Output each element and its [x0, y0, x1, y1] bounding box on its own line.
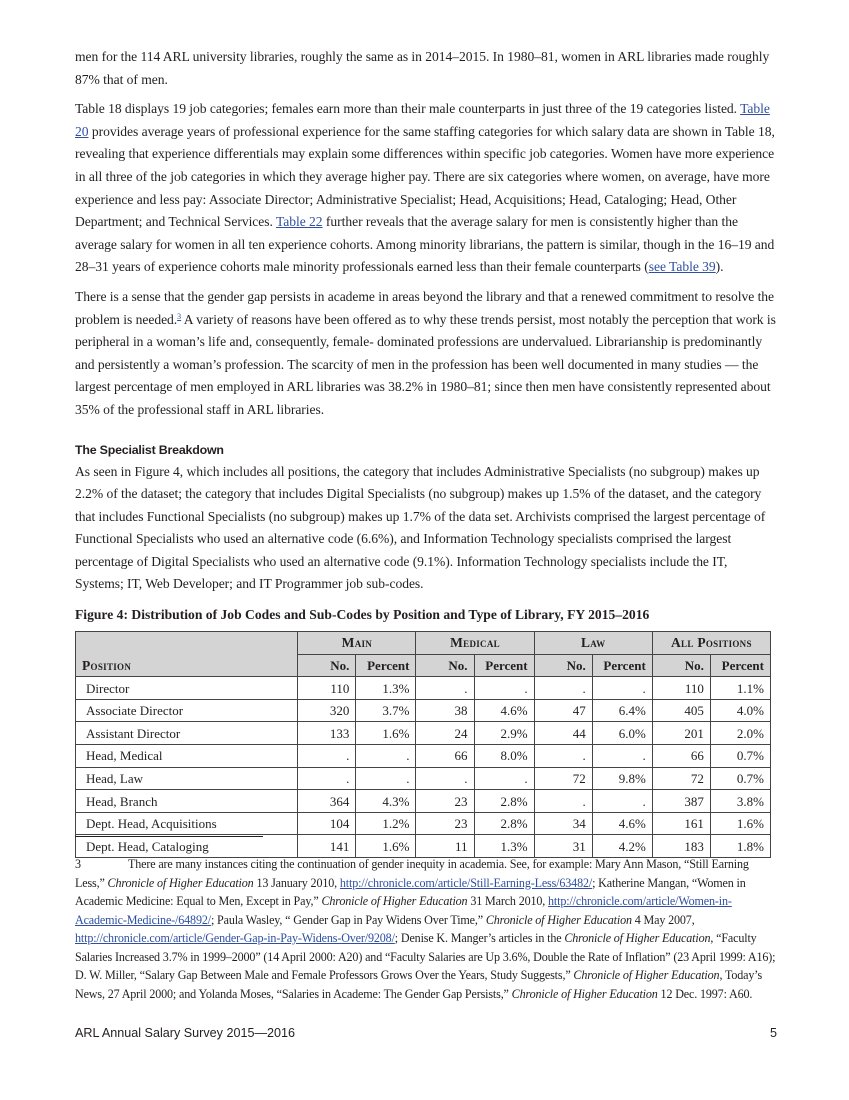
cell-percent: 2.8% [474, 812, 534, 835]
cell-count: 38 [416, 699, 474, 722]
header-percent: Percent [474, 654, 534, 677]
table-39-link[interactable]: see Table 39 [648, 259, 716, 275]
header-no: No. [652, 654, 710, 677]
cell-count: . [416, 767, 474, 790]
cell-position: Head, Law [76, 767, 298, 790]
text-segment: 12 Dec. 1997: A60. [657, 986, 753, 1001]
cell-position: Head, Medical [76, 745, 298, 768]
text-segment: ; Katherine Mangan, “Women in Academic Medicine: Equal to Men, Except in Pay,” [75, 875, 746, 908]
cell-count: 47 [534, 699, 592, 722]
header-position: Position [76, 632, 298, 677]
cell-count: 161 [652, 812, 710, 835]
cell-count: 23 [416, 790, 474, 813]
cell-count: 66 [652, 745, 710, 768]
cell-percent: . [592, 790, 652, 813]
gender-gap-pay-link[interactable]: http://chronicle.com/article/Gender-Gap-in-Pay-Widens-Over/9208/ [75, 931, 395, 945]
cell-percent: . [592, 745, 652, 768]
table-row [76, 722, 771, 745]
cell-percent: 4.3% [356, 790, 416, 813]
still-earning-less-link[interactable]: http://chronicle.com/article/Still-Earning-Less/63482/ [339, 875, 593, 890]
cell-count: 320 [298, 699, 356, 722]
text-segment: further reveals that the average salary for men is consistently higher than the average salary for women in all ten experience cohorts. Among minority librarians, the pattern is similar, though in the 16–19 and 28–31 years of experience cohorts male minority professionals earned less than their female counterparts ( [75, 214, 775, 275]
publication-title: Chronicle of Higher Education [564, 931, 711, 945]
section-heading: The Specialist Breakdown [75, 442, 224, 457]
text-segment: 4 May 2007, [631, 912, 695, 927]
cell-percent: 4.6% [592, 812, 652, 835]
text-segment: A variety of reasons have been offered as to why these trends persist, most notably the perception that work is peripheral in a woman’s life and, consequently, female- dominated professions are undervalued. Librarianship is predominantly and persistently a woman’s profession. The scarcity of men in the profession has been well documented in many studies — the largest percentage of men employed in ARL libraries was 38.2% in 1980–81; since then men have consistently represented about 35% of the professional staff in ARL libraries. [75, 311, 776, 417]
header-group-law: Law [534, 632, 652, 655]
cell-position: Associate Director [76, 699, 298, 722]
cell-percent: 1.6% [356, 722, 416, 745]
cell-percent: 0.7% [710, 767, 770, 790]
header-group-main: Main [298, 632, 416, 655]
cell-count: 31 [534, 835, 592, 858]
cell-count: 133 [298, 722, 356, 745]
header-percent: Percent [592, 654, 652, 677]
cell-percent: 2.8% [474, 790, 534, 813]
cell-count: 72 [534, 767, 592, 790]
cell-percent: 9.8% [592, 767, 652, 790]
cell-count: 72 [652, 767, 710, 790]
cell-percent: 4.0% [710, 699, 770, 722]
page-content [75, 46, 777, 858]
header-group-all-positions: All Positions [652, 632, 770, 655]
cell-count: 34 [534, 812, 592, 835]
cell-position: Head, Branch [76, 790, 298, 813]
cell-percent: 1.3% [356, 677, 416, 700]
cell-count: . [534, 790, 592, 813]
cell-count: 44 [534, 722, 592, 745]
table-row [76, 790, 771, 813]
cell-count: 405 [652, 699, 710, 722]
cell-percent: 8.0% [474, 745, 534, 768]
publication-title: Chronicle of Higher Education [573, 968, 720, 982]
table-body [76, 677, 771, 858]
paragraph-gender-pay-ratio: men for the 114 ARL university libraries, roughly the same as in 2014–2015. In 1980–81, women in ARL libraries made roughly 87% that of men. [75, 49, 770, 87]
publication-title: Chronicle of Higher Education [485, 912, 632, 927]
paragraph-gender-gap-academe [75, 286, 777, 422]
cell-percent: 1.3% [474, 835, 534, 858]
table-row [76, 699, 771, 722]
cell-percent: 6.0% [592, 722, 652, 745]
text-segment: , Today’s News, 27 April 2000; and Yolanda Moses, “Salaries in Academe: The Gender Gap Persists,” [75, 968, 763, 1001]
table-row [76, 677, 771, 700]
text-segment: There are many instances citing the continuation of gender inequity in academia. See, for example: Mary Ann Mason, “Still Earning Less,” [75, 857, 749, 890]
table-row [76, 812, 771, 835]
cell-count: . [298, 745, 356, 768]
cell-percent: 4.6% [474, 699, 534, 722]
footnote-divider [75, 836, 263, 837]
cell-percent: 1.8% [710, 835, 770, 858]
paragraph-job-categories [75, 98, 777, 279]
text-segment: , “Faculty Salaries Increased 3.7% in 1999–2000” (14 April 2000: A20) and “Faculty Salaries are Up 3.6%, Double the Rate of Inflation” (23 April 1999: A16); D. W. Miller, “Salary Gap Between Male and Female Professors Grows Over the Years, Study Suggests,” [75, 931, 776, 982]
text-segment: 13 January 2010, [253, 875, 340, 890]
header-percent: Percent [710, 654, 770, 677]
cell-count: 24 [416, 722, 474, 745]
cell-percent: 3.7% [356, 699, 416, 722]
header-group-medical: Medical [416, 632, 534, 655]
cell-count: 387 [652, 790, 710, 813]
header-no: No. [534, 654, 592, 677]
cell-count: 110 [298, 677, 356, 700]
cell-count: 66 [416, 745, 474, 768]
cell-percent: 1.1% [710, 677, 770, 700]
cell-percent: . [356, 767, 416, 790]
cell-percent: 4.2% [592, 835, 652, 858]
cell-count: 364 [298, 790, 356, 813]
text-segment: ). [715, 259, 724, 275]
cell-percent: 1.6% [356, 835, 416, 858]
footnote-reference-link[interactable]: 3 [177, 311, 182, 321]
table-row [76, 767, 771, 790]
cell-percent: 1.2% [356, 812, 416, 835]
cell-count: . [534, 745, 592, 768]
footer-title: ARL Annual Salary Survey 2015—2016 [75, 1026, 296, 1040]
cell-percent: 6.4% [592, 699, 652, 722]
cell-percent: . [356, 745, 416, 768]
header-percent: Percent [356, 654, 416, 677]
cell-percent: 0.7% [710, 745, 770, 768]
cell-position: Director [76, 677, 298, 700]
footnote [75, 855, 781, 1003]
paragraph-specialist-breakdown: As seen in Figure 4, which includes all positions, the category that includes Administrative Specialists (no subgroup) makes up 2.2% of the dataset; the category that includes Digital Specialists (no subgroup) makes up 1.5% of the dataset, and the category that includes Functional Specialists (no subgroup) makes up 1.7% of the data set. Archivists comprised the largest percentage of Functional Specialists who used an alternative code (6.6%), and Information Technology specialists comprised the largest percentage of Digital Specialists who used an alternative code (9.1%). Information Technology specialists include the IT, Systems; IT, Web Developer; and IT Programmer job sub-codes. [75, 463, 766, 592]
cell-count: 23 [416, 812, 474, 835]
header-no: No. [298, 654, 356, 677]
table-22-link[interactable]: Table 22 [275, 214, 323, 230]
page-footer [75, 1026, 777, 1040]
publication-title: Chronicle of Higher Education [511, 986, 658, 1001]
page-number: 5 [769, 1026, 777, 1040]
text-segment: ; Paula Wasley, “ Gender Gap in Pay Widens Over Time,” [210, 912, 486, 927]
text-segment: provides average years of professional experience for the same staffing categories for which salary data are shown in Table 18, revealing that experience differentials may explain some differences within specific job categories. Women have more experience in all three of the job categories in which they average higher pay. There are six categories where women, on average, have more experience and less pay: Associate Director; Administrative Specialist; Head, Acquisitions; Head, Cataloging; Head, Other Department; and Technical Services. [75, 123, 775, 230]
header-no: No. [416, 654, 474, 677]
text-segment: There is a sense that the gender gap persists in academe in areas beyond the library and that a renewed commitment to resolve the problem is needed. [75, 288, 775, 327]
text-segment: 31 March 2010, [467, 894, 549, 908]
cell-percent: 2.9% [474, 722, 534, 745]
cell-count: 201 [652, 722, 710, 745]
text-segment: ; Denise K. Manger’s articles in the [394, 931, 565, 945]
cell-count: . [534, 677, 592, 700]
publication-title: Chronicle of Higher Education [107, 875, 254, 890]
cell-count: 11 [416, 835, 474, 858]
cell-percent: 3.8% [710, 790, 770, 813]
figure-title: Figure 4: Distribution of Job Codes and Sub-Codes by Position and Type of Library, FY 2015–2016 [75, 607, 650, 623]
cell-count: 104 [298, 812, 356, 835]
cell-percent: . [474, 677, 534, 700]
cell-count: 110 [652, 677, 710, 700]
cell-count: 141 [298, 835, 356, 858]
text-segment: Table 18 displays 19 job categories; females earn more than their male counterparts in just three of the 19 categories listed. [75, 101, 741, 117]
distribution-table [75, 631, 771, 858]
cell-count: 183 [652, 835, 710, 858]
cell-percent: 2.0% [710, 722, 770, 745]
cell-count: . [298, 767, 356, 790]
cell-position: Dept. Head, Cataloging [76, 835, 298, 858]
cell-percent: . [474, 767, 534, 790]
women-academic-medicine-link[interactable]: http://chronicle.com/article/Women-in-Academic-Medicine-/64892/ [75, 894, 732, 927]
cell-percent: . [592, 677, 652, 700]
cell-count: . [416, 677, 474, 700]
cell-percent: 1.6% [710, 812, 770, 835]
cell-position: Dept. Head, Acquisitions [76, 812, 298, 835]
cell-position: Assistant Director [76, 722, 298, 745]
table-20-link[interactable]: Table 20 [75, 101, 770, 139]
publication-title: Chronicle of Higher Education [321, 894, 468, 908]
table-row [76, 745, 771, 768]
footnote-number: 3 [75, 857, 81, 871]
